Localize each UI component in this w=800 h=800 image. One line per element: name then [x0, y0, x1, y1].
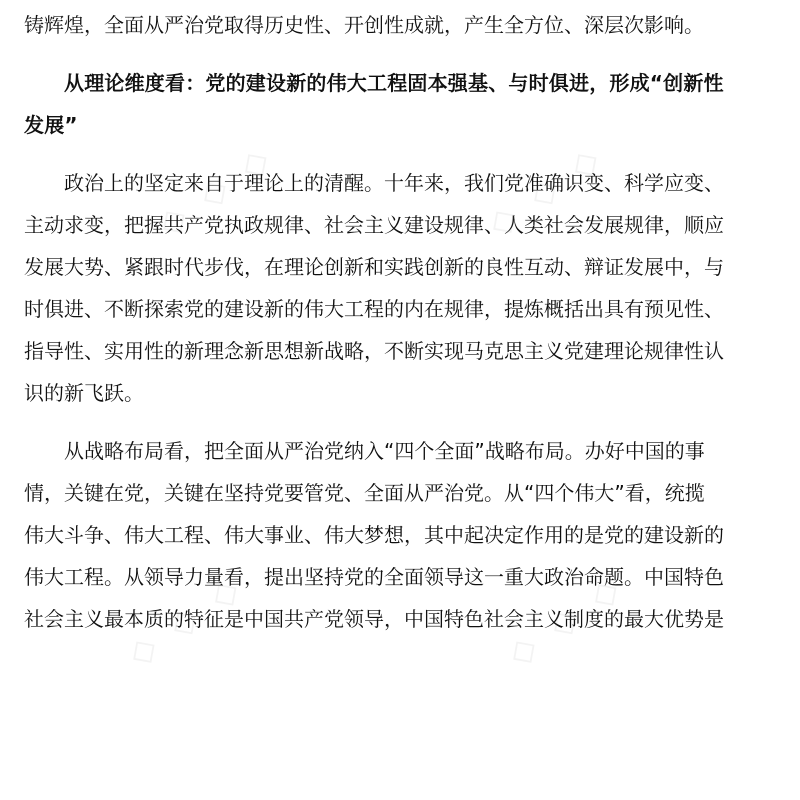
document-body: [24, 4, 776, 640]
text-line: 社会主义最本质的特征是中国共产党领导，中国特色社会主义制度的最大优势是: [24, 607, 724, 631]
text-line: 伟大斗争、伟大工程、伟大事业、伟大梦想，其中起决定作用的是党的建设新的: [24, 523, 724, 547]
watermark-mark: ◇ ◇ ◇: [480, 135, 612, 245]
body-paragraph: [24, 430, 776, 640]
text-line: 发展大势、紧跟时代步伐，在理论创新和实践创新的良性互动、辩证发展中，与: [24, 255, 724, 279]
paragraph-gap: [24, 146, 776, 162]
paragraph-tail: [24, 4, 776, 46]
heading-line: 从理论维度看：党的建设新的伟大工程固本强基、与时俱进，形成“创新性: [64, 71, 724, 95]
paragraph-gap: [24, 46, 776, 62]
text-line: 主动求变，把握共产党执政规律、社会主义建设规律、人类社会发展规律，顺应: [24, 213, 724, 237]
text-line: 铸辉煌，全面从严治党取得历史性、开创性成就，产生全方位、深层次影响。: [24, 13, 704, 37]
text-line: 情，关键在党，关键在坚持党要管党、全面从严治党。从“四个伟大”看，统揽: [24, 481, 705, 505]
watermark-mark: ◇ ◇ ◇: [120, 565, 252, 675]
heading-line: 发展”: [24, 113, 78, 137]
text-line: 伟大工程。从领导力量看，提出坚持党的全面领导这一重大政治命题。中国特色: [24, 565, 724, 589]
body-paragraph: [24, 162, 776, 414]
text-line: 时俱进、不断探索党的建设新的伟大工程的内在规律，提炼概括出具有预见性、: [24, 297, 724, 321]
watermark-mark: ◇ ◇ ◇: [150, 135, 282, 245]
text-line: 政治上的坚定来自于理论上的清醒。十年来，我们党准确识变、科学应变、: [64, 171, 724, 195]
section-heading: [24, 62, 776, 146]
text-line: 识的新飞跃。: [24, 381, 144, 405]
paragraph-gap: [24, 414, 776, 430]
text-line: 从战略布局看，把全面从严治党纳入“四个全面”战略布局。办好中国的事: [64, 439, 705, 463]
text-line: 指导性、实用性的新理念新思想新战略，不断实现马克思主义党建理论规律性认: [24, 339, 724, 363]
watermark-mark: ◇ ◇ ◇: [500, 565, 632, 675]
